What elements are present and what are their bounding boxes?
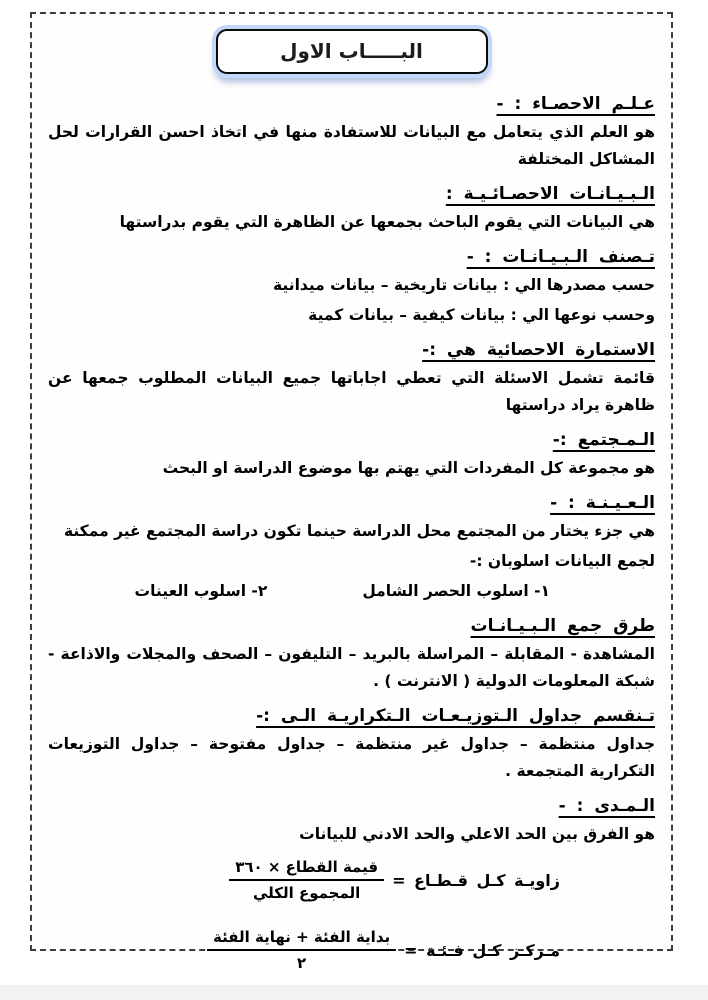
chapter-badge-container [48,29,655,74]
sector-angle-denominator: المجموع الكلي [252,884,361,902]
paragraph-collection-methods-list: المشاهدة - المقابلة – المراسلة بالبريد – التليفون – الصحف والمجلات والاذاعة - شبكة المعلومات الدولية ( الانترنت ) . [48,645,655,690]
section-heading-population: الـمـجتمع :- [552,430,655,450]
chapter-title-badge [216,29,488,74]
sector-angle-formula-label: زاويـة كـل قـطـاع = [392,870,560,890]
section-heading-data-collection-methods: طرق جمع الـبـيـانـات [470,616,655,636]
class-midpoint-fraction [207,928,396,972]
paragraph-frequency-tables-types: جداول منتظمة – جداول غير منتظمة – جداول مفتوحة – جداول التوزيعات التكرارية المتجمعة . [48,735,655,780]
section-heading-statistical-data: الـبـيـانـات الاحصـائـيـة : [445,184,655,204]
sector-angle-fraction [229,858,384,902]
paragraph-population-definition: هو مجموعة كل المفردات التي يهتم بها موضوع الدراسة او البحث [162,459,655,477]
section-heading-sample: الـعـيـنـة : - [550,493,655,513]
class-midpoint-formula [48,928,655,972]
class-midpoint-denominator: ٢ [296,954,307,972]
paragraph-statistical-form-definition: قائمة تشمل الاسئلة التي تعطي اجاباتها جميع البيانات المطلوب جمعها عن ظاهرة يراد دراستها [48,369,655,414]
paragraph-statistical-data-definition: هي البيانات التي يقوم الباحث بجمعها عن الظاهرة التي يقوم بدراستها [119,213,655,231]
paragraph-range-definition: هو الفرق بين الحد الاعلي والحد الادني للبيانات [299,825,655,843]
page-bottom-strip [0,985,708,1000]
method-item-comprehensive-count: ١- اسلوب الحصر الشامل [362,582,550,600]
section-heading-statistical-form: الاستمارة الاحصائية هي :- [422,340,655,360]
class-midpoint-formula-label: مـركـز كـل فـئـة = [404,940,560,960]
method-item-sampling: ٢- اسلوب العينات [134,582,268,600]
collection-methods-row [48,578,655,605]
paragraph-sample-definition: هي جزء يختار من المجتمع محل الدراسة حينما تكون دراسة المجتمع غير ممكنة [63,522,655,540]
sector-angle-numerator: قيمة القطاع × ٣٦٠ [229,858,384,881]
paragraph-data-by-type: وحسب نوعها الي : بيانات كيفية – بيانات كمية [308,306,655,324]
paragraph-statistics-definition: هو العلم الذي يتعامل مع البيانات للاستفادة منها في اتخاذ احسن القرارات لحل المشاكل المختلفة [48,123,655,168]
paragraph-data-by-source: حسب مصدرها الي : بيانات تاريخية – بيانات ميدانية [273,276,655,294]
class-midpoint-numerator: بداية الفئة + نهاية الفئة [207,928,396,951]
page-border-frame [30,12,673,972]
paragraph-two-collection-methods: لجمع البيانات اسلوبان :- [469,552,655,570]
section-heading-data-classification: تـصنف الـبـيـانـات : - [466,247,655,267]
chapter-title: البـــــاب الاول [280,39,423,63]
section-heading-frequency-tables: تـنقسم جداول الـتوزيـعـات الـتكراريـة الـى :- [256,706,655,726]
section-heading-statistics-science: عـلـم الاحصـاء : - [496,94,655,114]
section-heading-range: الـمـدى : - [558,796,655,816]
sector-angle-formula [48,858,655,902]
